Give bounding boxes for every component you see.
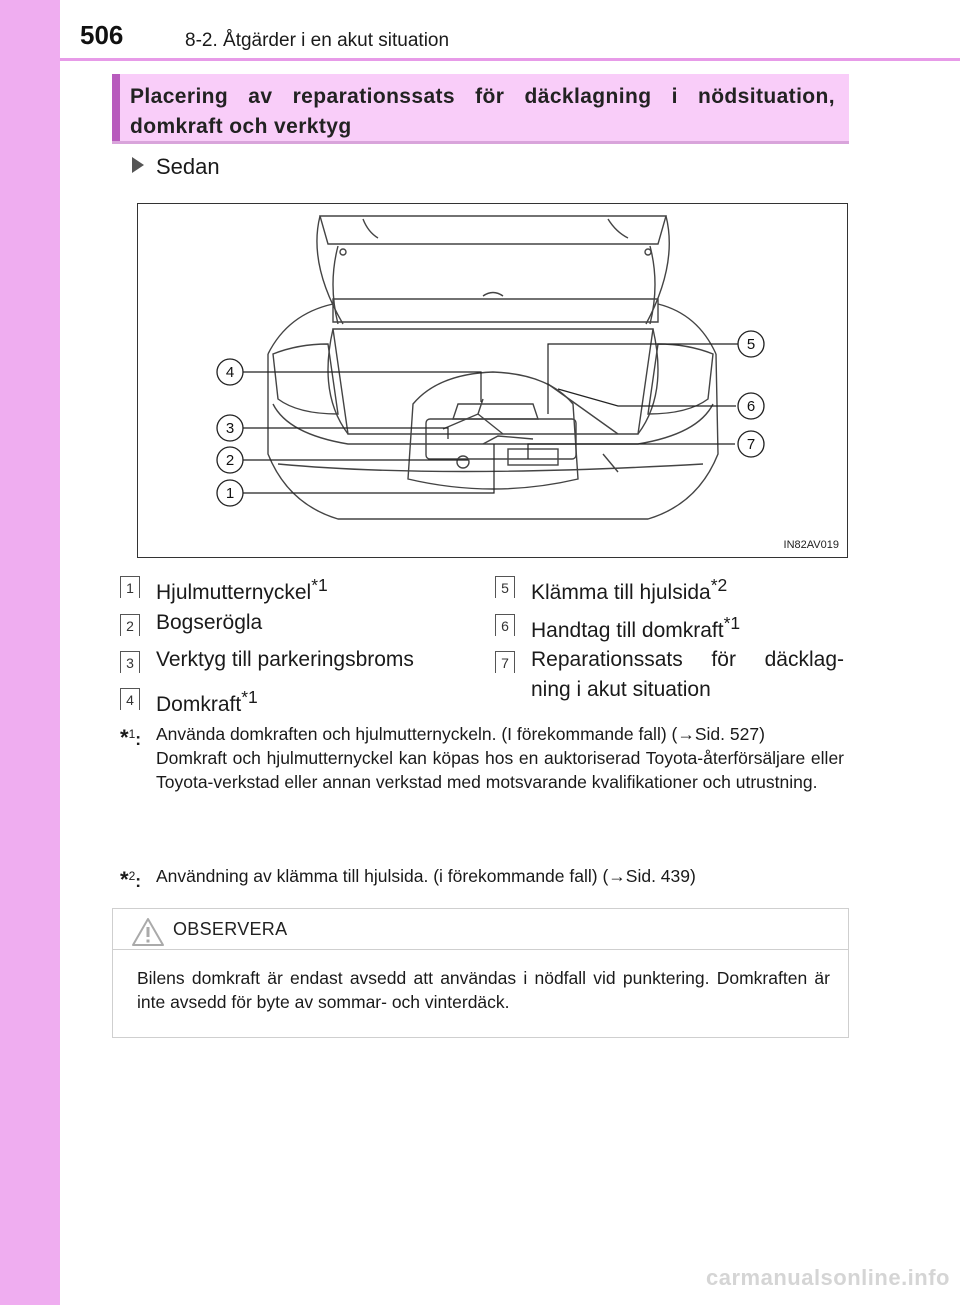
legend-number: 7	[495, 651, 515, 673]
legend-label: Reparationssats för däcklag-	[531, 648, 844, 671]
legend-ref: 1	[318, 575, 328, 595]
section-accent-bar	[112, 74, 120, 141]
footnote-mark: *$^2$:	[120, 866, 142, 892]
legend-item: Klämma till hjulsida$^{*2}$	[531, 575, 728, 604]
callout-1: 1	[225, 485, 235, 502]
footnote-text: Användning av klämma till hjulsida. (i förekommande fall) (→Sid. 439)	[156, 866, 696, 886]
legend-ref: 1	[248, 687, 258, 707]
page-number: 506	[80, 20, 124, 50]
legend-item	[156, 608, 262, 638]
legend-number: 6	[495, 614, 515, 636]
legend-number: 5	[495, 576, 515, 598]
legend-item: Domkraft$^{*1}$	[156, 687, 258, 716]
warning-label: OBSERVERA	[173, 919, 288, 939]
section-title: Placering av reparationssats för däcklagning i nödsituation, domkraft och verktyg	[130, 85, 835, 138]
car-trunk-drawing	[138, 204, 846, 556]
legend-number: 3	[120, 651, 140, 673]
legend-number: 2	[120, 614, 140, 636]
callout-6: 6	[746, 398, 756, 415]
callout-4: 4	[225, 364, 235, 381]
callout-5: 5	[746, 336, 756, 353]
footnote-text: Använda domkraften och hjulmutternyckeln. (I förekommande fall) (→Sid. 527)	[156, 724, 765, 744]
legend-label: Bogserögla	[156, 611, 263, 634]
legend-label: Domkraft	[156, 693, 242, 716]
legend-number: 1	[120, 576, 140, 598]
footnote-1	[120, 722, 844, 794]
warning-text: Bilens domkraft är endast avsedd att användas i nödfall vid punktering. Domkraften är inte avsedd för byte av sommar- och vinterdäck.	[137, 968, 830, 1012]
footnote-mark: *$^1$:	[120, 724, 142, 750]
warning-triangle-icon	[131, 917, 165, 947]
subheading	[132, 154, 220, 180]
legend-label-cont: ning i akut situation	[531, 678, 711, 701]
callout-7: 7	[746, 436, 756, 453]
watermark-text: carmanualsonline.info	[706, 1265, 950, 1290]
callout-2: 2	[225, 452, 235, 469]
footnote-text: Domkraft och hjulmutternyckel kan köpas hos en auktoriserad Toyota-återförsäljare eller Toyota-verkstad eller annan verkstad med motsvarande kvalifikationer och utrustning.	[156, 748, 844, 792]
subheading-text: Sedan	[156, 154, 220, 179]
legend-label: Klämma till hjulsida	[531, 581, 711, 604]
legend-item: Handtag till domkraft$^{*1}$	[531, 613, 741, 642]
legend-item: Hjulmutternyckel$^{*1}$	[156, 575, 328, 604]
callout-3: 3	[225, 420, 235, 437]
legend-label: Handtag till domkraft	[531, 619, 724, 642]
figure-code: IN82AV019	[783, 539, 839, 551]
legend-item	[531, 645, 844, 705]
triangle-bullet-icon	[132, 157, 144, 173]
legend-label: Hjulmutternyckel	[156, 581, 312, 604]
legend-label: Verktyg till parkeringsbroms	[156, 648, 414, 671]
section-heading-box	[112, 74, 849, 144]
chapter-title: 8-2. Åtgärder i en akut situation	[185, 30, 450, 51]
warning-header	[113, 909, 848, 950]
warning-box	[112, 908, 849, 1038]
footnote-2	[120, 864, 844, 892]
side-strip	[0, 0, 60, 1305]
header-rule	[60, 58, 960, 61]
trunk-illustration	[137, 203, 848, 558]
legend-ref: 1	[730, 613, 741, 633]
legend-number: 4	[120, 688, 140, 710]
legend-item	[156, 645, 414, 675]
legend-ref: 2	[717, 575, 728, 595]
